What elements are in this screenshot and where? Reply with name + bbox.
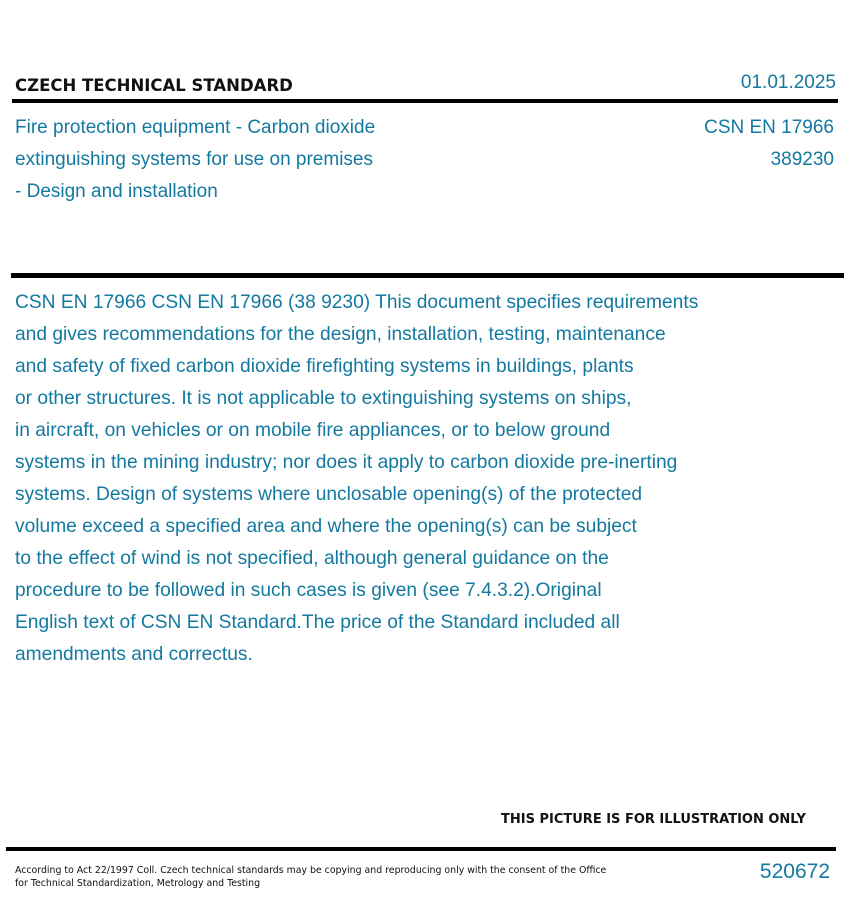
legal-notice-line-2: for Technical Standardization, Metrology and Testing xyxy=(15,878,261,889)
standard-title-line-1: Fire protection equipment - Carbon dioxide xyxy=(15,117,376,138)
abstract-line: systems. Design of systems where unclosable opening(s) of the protected xyxy=(15,484,643,505)
abstract-text xyxy=(15,287,850,671)
abstract-line: in aircraft, on vehicles or on mobile fire appliances, or to below ground xyxy=(15,420,611,441)
abstract-line: or other structures. It is not applicable to extinguishing systems on ships, xyxy=(15,388,632,409)
abstract-line: procedure to be followed in such cases is given (see 7.4.3.2).Original xyxy=(15,580,602,601)
document-type-heading: CZECH TECHNICAL STANDARD xyxy=(15,76,293,95)
abstract-line: and safety of fixed carbon dioxide firefighting systems in buildings, plants xyxy=(15,356,634,377)
standard-title-line-2: extinguishing systems for use on premises xyxy=(15,149,373,170)
classification-number: 389230 xyxy=(770,149,834,170)
abstract-line: volume exceed a specified area and where the opening(s) can be subject xyxy=(15,516,637,537)
footer-rule xyxy=(6,847,836,851)
legal-notice xyxy=(15,864,606,890)
abstract-line: systems in the mining industry; nor does it apply to carbon dioxide pre-inerting xyxy=(15,452,678,473)
abstract-line: amendments and correctus. xyxy=(15,644,253,665)
legal-notice-line-1: According to Act 22/1997 Coll. Czech technical standards may be copying and reproducing only with the consent of the Office xyxy=(15,865,607,876)
abstract-line: to the effect of wind is not specified, although general guidance on the xyxy=(15,548,609,569)
abstract-line: English text of CSN EN Standard.The price of the Standard included all xyxy=(15,612,620,633)
effective-date: 01.01.2025 xyxy=(740,72,836,93)
title-rule xyxy=(11,273,844,278)
abstract-line: and gives recommendations for the design, installation, testing, maintenance xyxy=(15,324,666,345)
standard-title-line-3: - Design and installation xyxy=(15,181,218,202)
standard-code: CSN EN 17966 xyxy=(704,117,834,138)
abstract-line: CSN EN 17966 CSN EN 17966 (38 9230) This document specifies requirements xyxy=(15,292,699,313)
catalog-number: 520672 xyxy=(759,860,830,883)
illustration-disclaimer: THIS PICTURE IS FOR ILLUSTRATION ONLY xyxy=(501,812,806,827)
header-rule xyxy=(12,99,838,103)
